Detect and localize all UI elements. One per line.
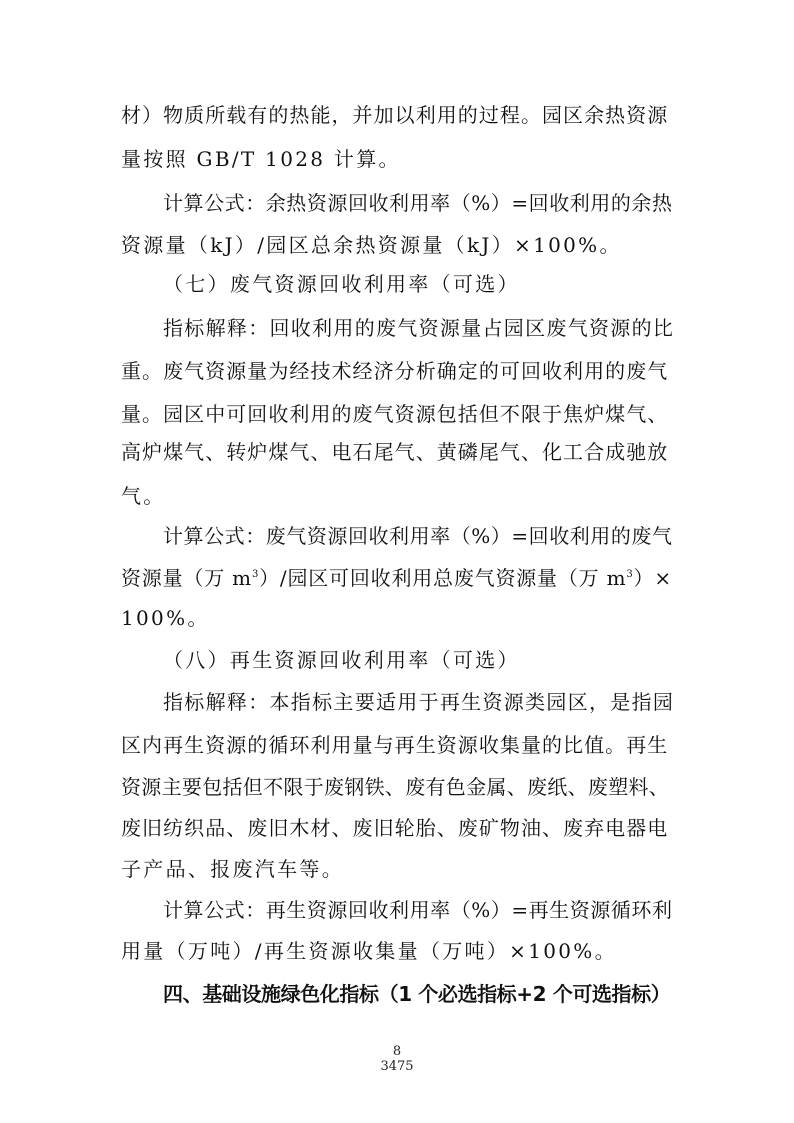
subsection-heading-7: （七）废气资源回收利用率（可选）	[163, 272, 520, 296]
formula-text: ）/园区可回收利用总废气资源量（万 m	[259, 566, 627, 590]
paragraph-line: 重。废气资源量为经技术经济分析确定的可回收利用的废气	[121, 359, 669, 383]
paragraph-line: 量。园区中可回收利用的废气资源包括但不限于焦炉煤气、	[121, 402, 669, 426]
document-number: 3475	[380, 1059, 414, 1074]
formula-line: 用量（万吨）/再生资源收集量（万吨）×100%。	[121, 939, 617, 963]
paragraph-line: 指标解释：回收利用的废气资源量占园区废气资源的比	[163, 316, 675, 340]
formula-text: 资源量（万 m	[121, 566, 252, 590]
paragraph-line: 量按照 GB/T 1028 计算。	[121, 147, 401, 171]
formula-line: 计算公式：废气资源回收利用率（%）=回收利用的废气	[163, 524, 673, 548]
formula-line	[121, 566, 672, 590]
formula-line: 100%。	[121, 606, 210, 630]
superscript: 3	[626, 569, 634, 580]
paragraph-line: 废旧纺织品、废旧木材、废旧轮胎、废矿物油、废弃电器电	[121, 816, 669, 840]
subsection-heading-8: （八）再生资源回收利用率（可选）	[163, 648, 520, 672]
formula-line: 计算公式：余热资源回收利用率（%）=回收利用的余热	[163, 191, 673, 215]
paragraph-line: 资源主要包括但不限于废钢铁、废有色金属、废纸、废塑料、	[121, 775, 670, 799]
paragraph-line: 子产品、报废汽车等。	[121, 857, 344, 881]
paragraph-line: 气。	[121, 484, 166, 508]
paragraph-line: 高炉煤气、转炉煤气、电石尾气、黄磷尾气、化工合成驰放	[121, 440, 669, 464]
superscript: 3	[251, 569, 260, 580]
formula-line: 计算公式：再生资源回收利用率（%）=再生资源循环利	[163, 898, 673, 922]
page-number: 8	[392, 1044, 402, 1059]
section-heading-4: 四、基础设施绿色化指标（1 个必选指标+2 个可选指标）	[163, 982, 671, 1006]
formula-text: ）×	[633, 566, 672, 590]
paragraph-line: 指标解释：本指标主要适用于再生资源类园区，是指园	[163, 690, 675, 714]
formula-line: 资源量（kJ）/园区总余热资源量（kJ）×100%。	[121, 233, 622, 257]
paragraph-line: 区内再生资源的循环利用量与再生资源收集量的比值。再生	[121, 733, 669, 757]
paragraph-line: 材）物质所载有的热能，并加以利用的过程。园区余热资源	[121, 103, 669, 127]
